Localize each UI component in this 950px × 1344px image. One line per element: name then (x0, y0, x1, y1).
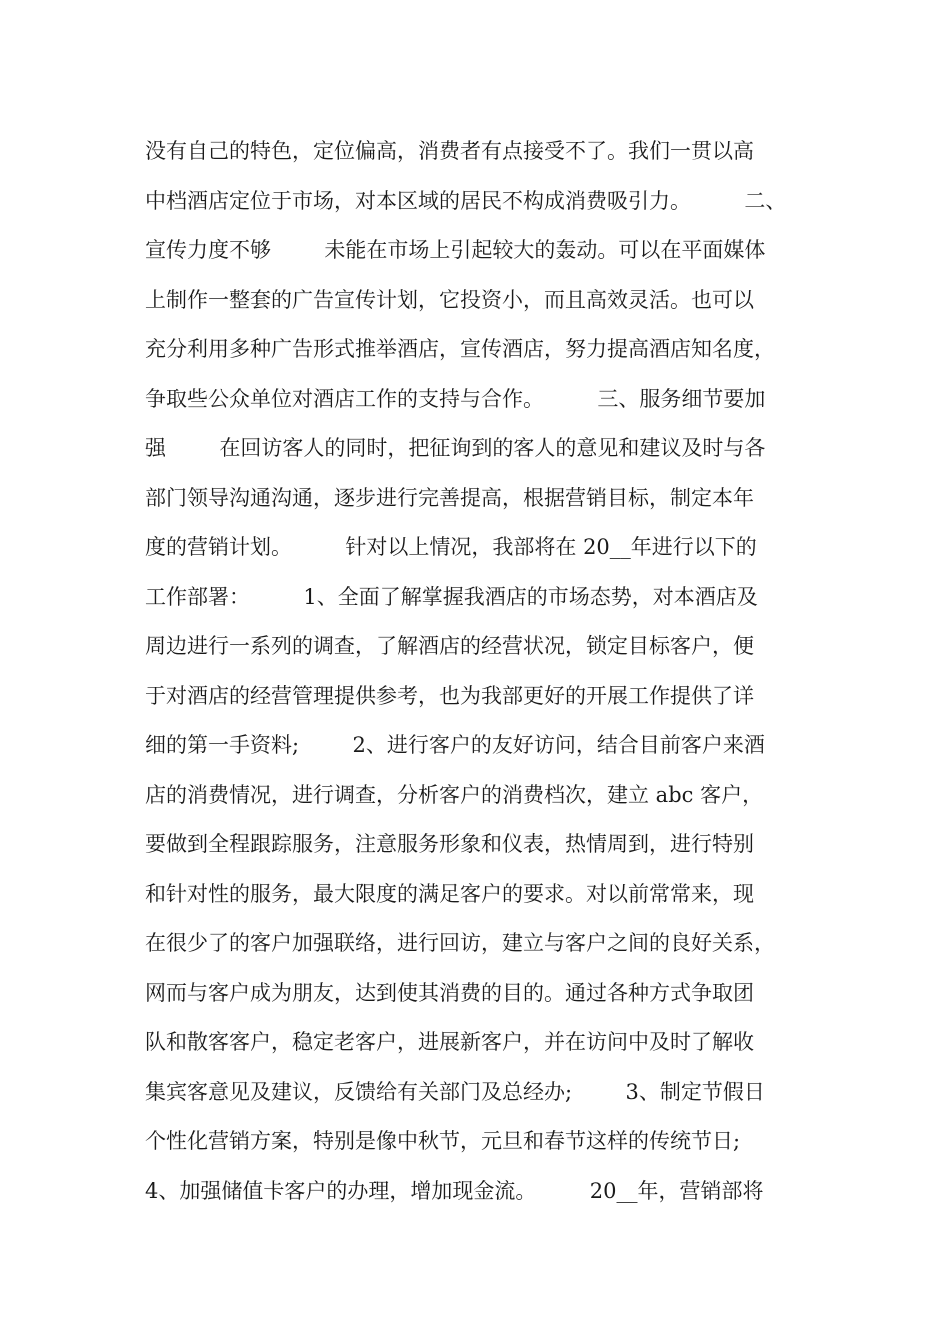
text-line: 个性化营销方案，特别是像中秋节，元旦和春节这样的传统节日; (145, 1129, 741, 1153)
text-line: 中档酒店定位于市场，对本区域的居民不构成消费吸引力。 二、 (145, 188, 787, 213)
text-line: 队和散客客户，稳定老客户，进展新客户，并在访问中及时了解收 (145, 1030, 754, 1054)
text-line: 细的第一手资料; 2、进行客户的友好访问，结合目前客户来酒 (145, 733, 765, 757)
text-line: 部门领导沟通沟通，逐步进行完善提高，根据营销目标，制定本年 (145, 485, 754, 510)
text-line: 工作部署： 1、全面了解掌握我酒店的市场态势，对本酒店及 (145, 584, 758, 609)
text-line: 没有自己的特色，定位偏高，消费者有点接受不了。我们一贯以高 (145, 139, 754, 163)
text-line: 4、加强储值卡客户的办理，增加现金流。 20__年，营销部将 (145, 1178, 764, 1203)
text-line: 集宾客意见及建议，反馈给有关部门及总经办; 3、制定节假日 (145, 1079, 765, 1104)
text-line: 充分利用多种广告形式推举酒店，宣传酒店，努力提高酒店知名度， (145, 337, 775, 361)
text-line: 店的消费情况，进行调查，分析客户的消费档次，建立 abc 客户， (145, 782, 764, 807)
text-line: 于对酒店的经营管理提供参考，也为我部更好的开展工作提供了详 (145, 683, 754, 708)
text-line: 上制作一整套的广告宣传计划，它投资小，而且高效灵活。也可以 (145, 287, 754, 312)
text-line: 在很少了的客户加强联络，进行回访，建立与客户之间的良好关系， (145, 931, 775, 955)
text-line: 宣传力度不够 未能在市场上引起较大的轰动。可以在平面媒体 (145, 238, 766, 262)
text-line: 强 在回访客人的同时，把征询到的客人的意见和建议及时与各 (145, 436, 766, 460)
text-line: 争取些公众单位对酒店工作的支持与合作。 三、服务细节要加 (145, 386, 766, 411)
body-text (145, 127, 835, 1216)
text-line: 要做到全程跟踪服务，注意服务形象和仪表，热情周到，进行特别 (145, 832, 754, 856)
text-line: 和针对性的服务，最大限度的满足客户的要求。对以前常常来，现 (145, 881, 754, 906)
text-line: 度的营销计划。 针对以上情况，我部将在 20__年进行以下的 (145, 535, 757, 559)
text-line: 周边进行一系列的调查，了解酒店的经营状况，锁定目标客户，便 (145, 634, 754, 658)
text-line: 网而与客户成为朋友，达到使其消费的目的。通过各种方式争取团 (145, 980, 754, 1005)
